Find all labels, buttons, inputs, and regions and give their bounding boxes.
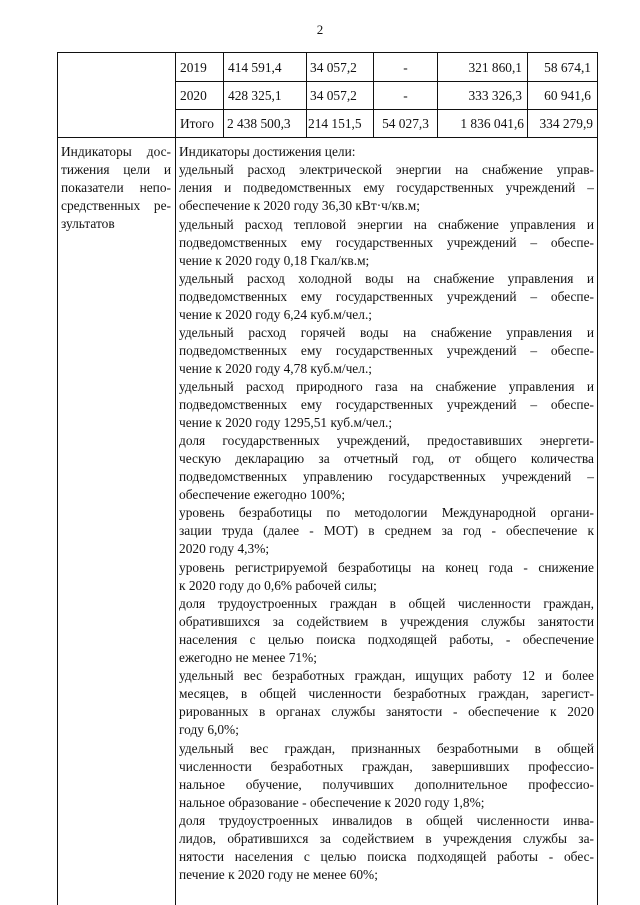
indicator-text-line: обратившихся за содействием в учреждения службы занятости	[179, 614, 594, 629]
indicator-text-line: лидов, обратившихся за содействием в учреждения службы за-	[179, 831, 594, 846]
finance-total-2020: 428 325,1	[228, 88, 282, 103]
table-border-top	[57, 52, 598, 53]
finance-col-divider	[223, 52, 224, 137]
indicator-text-line: ежегодно не менее 71%;	[179, 650, 317, 665]
indicator-text-line: удельный вес граждан, признанных безработными в общей	[179, 741, 594, 756]
indicator-text-line: населения с целью поиска подходящей работы, - обеспечение	[179, 632, 594, 647]
indicators-label-line: тижения цели и	[61, 162, 171, 177]
indicators-heading: Индикаторы достижения цели:	[179, 144, 356, 159]
indicators-label-line: Индикаторы дос-	[61, 144, 171, 159]
finance-year-2019: 2019	[180, 60, 207, 75]
page-number: 2	[316, 22, 324, 37]
indicator-text-line: удельный расход холодной воды на снабжение управления и	[179, 271, 594, 286]
indicator-text-line: рированных в органах службы занятости - обеспечение к 2020	[179, 704, 594, 719]
section-divider	[57, 137, 598, 138]
finance-c4-2020: 60 941,6	[544, 88, 591, 103]
indicator-text-line: доля государственных учреждений, предоставивших энергети-	[179, 433, 594, 448]
indicator-text-line: доля трудоустроенных граждан в общей численности граждан,	[179, 596, 594, 611]
finance-year-total: Итого	[180, 116, 214, 131]
indicator-text-line: уровень регистрируемой безработицы на конец года - снижение	[179, 560, 594, 575]
indicators-label-line: средственных ре-	[61, 198, 171, 213]
indicator-text-line: чение к 2020 году 0,18 Гкал/кв.м;	[179, 253, 370, 268]
table-border-left	[57, 52, 58, 905]
finance-c3-2019: 321 860,1	[468, 60, 522, 75]
indicator-text-line: к 2020 году до 0,6% рабочей силы;	[179, 578, 377, 593]
indicator-text-line: нальное обучение, получивших дополнительное профессио-	[179, 777, 594, 792]
indicator-text-line: обеспечение ежегодно 100%;	[179, 487, 346, 502]
indicator-text-line: подведомственных ему государственных учреждений – обеспе-	[179, 343, 594, 358]
indicator-text-line: печение к 2020 году не менее 60%;	[179, 867, 378, 882]
indicator-text-line: чение к 2020 году 1295,51 куб.м/чел.;	[179, 415, 393, 430]
finance-col-divider	[306, 52, 307, 137]
indicator-text-line: ческую декларацию за отчетный год, от общего количества	[179, 451, 594, 466]
finance-c4-total: 334 279,9	[539, 116, 593, 131]
indicator-text-line: удельный расход горячей воды на снабжение управления и	[179, 325, 594, 340]
finance-row-divider	[175, 109, 598, 110]
indicator-text-line: численности безработных граждан, завершивших профессио-	[179, 759, 594, 774]
indicator-text-line: году 6,0%;	[179, 722, 239, 737]
indicator-text-line: удельный вес безработных граждан, ищущих работу 12 и более	[179, 668, 594, 683]
indicator-text-line: чение к 2020 году 4,78 куб.м/чел.;	[179, 361, 373, 376]
indicator-text-line: ления и подведомственных ему государственных учреждений –	[179, 180, 594, 195]
indicator-text-line: обеспечение к 2020 году 36,30 кВт·ч/кв.м;	[179, 198, 420, 213]
indicator-text-line: доля трудоустроенных инвалидов в общей численности инва-	[179, 813, 594, 828]
finance-total-2019: 414 591,4	[228, 60, 282, 75]
indicator-text-line: чение к 2020 году 6,24 куб.м/чел.;	[179, 307, 373, 322]
indicator-text-line: уровень безработицы по методологии Международной органи-	[179, 505, 594, 520]
finance-total-total: 2 438 500,3	[227, 116, 291, 131]
finance-c3-total: 1 836 041,6	[460, 116, 524, 131]
finance-c4-2019: 58 674,1	[544, 60, 591, 75]
indicator-text-line: удельный расход природного газа на снабжение управления и	[179, 379, 594, 394]
indicator-text-line: подведомственных ему государственных учреждений – обеспе-	[179, 235, 594, 250]
finance-c2-2019: -	[403, 60, 408, 75]
label-column-divider	[175, 52, 176, 905]
finance-c1-2020: 34 057,2	[310, 88, 357, 103]
table-border-right	[597, 52, 598, 905]
indicator-text-line: зации труда (далее - МОТ) в среднем за год - обеспечение к	[179, 523, 594, 538]
finance-c1-2019: 34 057,2	[310, 60, 357, 75]
indicator-text-line: удельный расход электрической энергии на снабжение управ-	[179, 162, 594, 177]
indicator-text-line: удельный расход тепловой энергии на снабжение управления и	[179, 217, 594, 232]
finance-c1-total: 214 151,5	[308, 116, 362, 131]
indicator-text-line: 2020 году 4,3%;	[179, 541, 270, 556]
indicator-text-line: подведомственных управлению государственных учреждений –	[179, 469, 594, 484]
indicator-text-line: нятости населения с целью поиска подходящей работы - обес-	[179, 849, 594, 864]
finance-c2-total: 54 027,3	[382, 116, 429, 131]
indicator-text-line: месяцев, в общей численности безработных граждан, зарегист-	[179, 686, 594, 701]
finance-year-2020: 2020	[180, 88, 207, 103]
finance-c3-2020: 333 326,3	[468, 88, 522, 103]
indicator-text-line: подведомственных ему государственных учреждений – обеспе-	[179, 397, 594, 412]
finance-c2-2020: -	[403, 88, 408, 103]
indicator-text-line: подведомственных ему государственных учреждений – обеспе-	[179, 289, 594, 304]
indicator-text-line: нальное образование - обеспечение к 2020 году 1,8%;	[179, 795, 485, 810]
indicators-label-line: зультатов	[61, 216, 115, 231]
finance-row-divider	[175, 81, 598, 82]
indicators-label-line: показатели непо-	[61, 180, 171, 195]
